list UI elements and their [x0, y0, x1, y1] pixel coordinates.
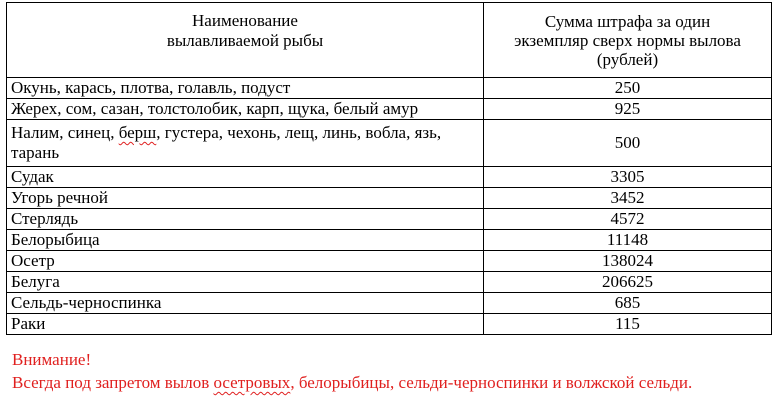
- fine-cell: 138024: [484, 251, 772, 272]
- fine-cell: 925: [484, 99, 772, 120]
- header-fish-line-2: вылавливаемой рыбы: [166, 31, 324, 50]
- warning-text: [12, 371, 767, 394]
- warning-title: Внимание!: [12, 350, 92, 369]
- fish-cell: Угорь речной: [7, 188, 484, 209]
- fine-cell: 500: [484, 120, 772, 167]
- fish-cell: Сельдь-черноспинка: [7, 293, 484, 314]
- fish-cell: Стерлядь: [7, 209, 484, 230]
- table-row: [7, 230, 772, 251]
- fish-cell: Окунь, карась, плотва, голавль, подуст: [7, 78, 484, 99]
- fine-cell: 3305: [484, 167, 772, 188]
- header-fine-line-2: экземпляр сверх нормы вылова: [514, 30, 741, 50]
- fish-cell: Раки: [7, 314, 484, 335]
- table-row: [7, 188, 772, 209]
- table-row: [7, 272, 772, 293]
- warning-text-start: Всегда под запретом вылов: [12, 373, 214, 392]
- table-row: [7, 314, 772, 335]
- header-fine-line-1: Сумма штрафа за один: [544, 11, 711, 31]
- fish-cell-text-end: , густера, чехонь, лещ, линь, вобла, язь, тарань: [11, 123, 442, 162]
- table-row: [7, 209, 772, 230]
- table-row: [7, 99, 772, 120]
- table-row: [7, 251, 772, 272]
- fish-cell: Осетр: [7, 251, 484, 272]
- spellcheck-marked-word: осетровых: [213, 373, 291, 392]
- fine-cell: 115: [484, 314, 772, 335]
- fish-cell: Белуга: [7, 272, 484, 293]
- warning-notice: [12, 348, 767, 394]
- header-fine-amount: [484, 3, 772, 78]
- fish-cell: Белорыбица: [7, 230, 484, 251]
- spellcheck-marked-word: берш: [118, 123, 157, 142]
- fine-cell: 685: [484, 293, 772, 314]
- header-fine-line-3: (рублей): [596, 49, 659, 69]
- header-fish-line-1: Наименование: [192, 11, 298, 30]
- fine-cell: 3452: [484, 188, 772, 209]
- header-fish-name: [7, 3, 484, 78]
- fish-cell: Жерех, сом, сазан, толстолобик, карп, щука, белый амур: [7, 99, 484, 120]
- fine-cell: 250: [484, 78, 772, 99]
- fish-cell: [7, 120, 484, 167]
- table-header-row: [7, 3, 772, 78]
- table-row: [7, 293, 772, 314]
- fish-cell: Судак: [7, 167, 484, 188]
- fine-cell: 206625: [484, 272, 772, 293]
- fine-cell: 4572: [484, 209, 772, 230]
- fine-cell: 11148: [484, 230, 772, 251]
- fish-cell-text-start: Налим, синец,: [11, 123, 119, 142]
- fish-fines-table: [6, 2, 772, 335]
- table-row: [7, 167, 772, 188]
- warning-text-end: , белорыбицы, сельди-черноспинки и волжской сельди.: [290, 373, 693, 392]
- table-row: [7, 78, 772, 99]
- table-row: [7, 120, 772, 167]
